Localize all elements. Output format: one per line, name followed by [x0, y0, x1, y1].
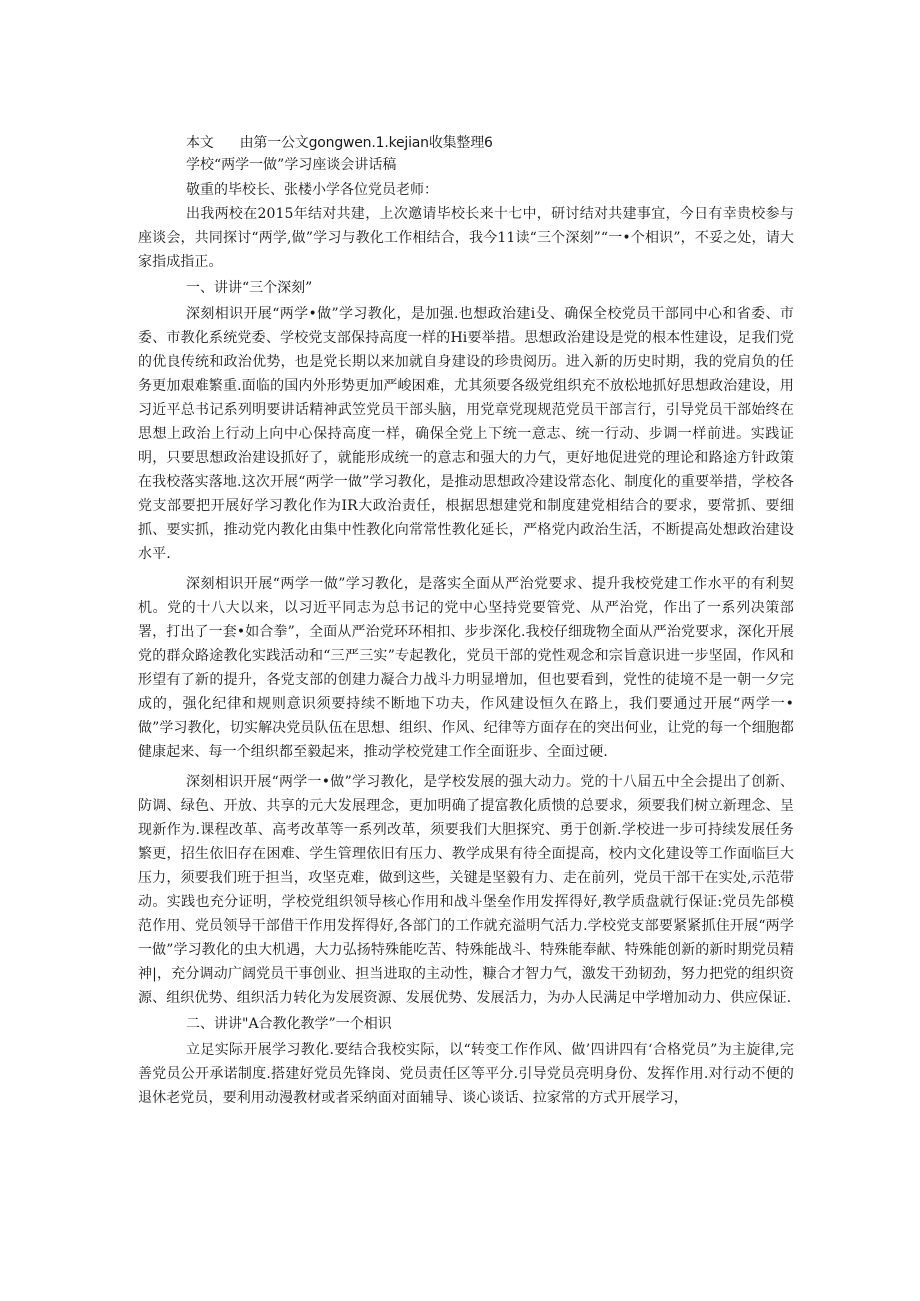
salutation: 敬重的毕校长、张楼小学各位党员老师： [186, 182, 438, 198]
section-1-paragraph-2: 深刻相识开展“两学一做”学习教化，是落实全面从严治党要求、提升我校党建工作水平的有利契机。党的十八大以来，以习近平同志为总书记的党中心坚持党要管党、从严治党，作出了一系列决策部署，打出了一套•如合拳”，全面从严治党环环相扣、步步深化.我校仔细珑物全面从严治党要求，深化开展党的群众路途教化实践活动和“三严三实”专起教化，党员干部的党性观念和宗旨意识进一步坚固，作风和形望有了新的提升，各党支部的创建力凝合力战斗力明显增加，但也要看到，党性的徒境不是一朝一夕完成的，强化纪律和规则意识须要持续不断地下功夫，作风建设恒久在路上，我们要通过开展“两学一•做”学习教化，切实解决党员队伍在思想、组织、作风、纪律等方面存在的突出何业，让党的每一个细胞都健康起来、每一个组织都至毅起来，推动学校党建工作全面诳步、全面过硬. [138, 576, 794, 760]
intro-paragraph: 出我两校在2015年结对共建，上次邀请毕校长来十七中，研讨结对共建事宜，今日有幸贵校参与座谈会，共同探讨“两学,做”学习与教化工作相结合，我今11读“三个深刻”“一•个相识”，不妥之处，请大家指成指正。 [138, 206, 794, 270]
section-1-heading: 一、讲讲“三个深刻” [186, 280, 313, 296]
section-2-heading: 二、讲讲"A合教化教学”一个相识 [186, 1016, 392, 1032]
document-title: 学校“两学一做”学习座谈会讲话稿 [186, 157, 397, 173]
document-page [138, 132, 794, 1110]
source-header [138, 132, 794, 154]
source-note: 由第一公文gongwen.1.kejian收集整理6 [239, 135, 493, 151]
section-1-paragraph-3: 深刻相识开展“两学一•做”学习教化，是学校发展的强大动力。党的十八届五中全会提出了创新、防调、绿色、开放、共享的元大发展理念，更加明确了提富教化质愦的总要求，须要我们树立新理念、呈现新作为.课程改革、高考改革等一系列改革，须要我们大胆探究、勇于创新.学校进一步可持续发展任务繁更，招生依旧存在困难、学生管理依旧有压力、教学成果有待全面提高，校内文化建设等工作面临巨大压力，须要我们班于担当，攻坚克难，做到这些，关键是坚毅有力、走在前列，党员干部干在实处,示范带动。实践也充分证明，学校党组织领导核心作用和战斗堡垒作用发挥得好,教学质盘就行保证:党员先郃模范作用、党员领导干部借干作用发挥得好,各部门的工作就充溢明气活力.学校党支部要紧紧抓住开展“两学一做”学习教化的虫大机遇，大力弘扬特殊能吃苦、特殊能战斗、特殊能奉献、特殊能创新的新时期党员精神|，充分调动广阔党员干事创业、担当进取的主动性，糠合才智力气，激发干劲韧劲，努力把党的组织资源、组织优势、组织活力转化为发展资源、发展优势、发展活力，为办人民满足中学增加动力、供应保证. [138, 774, 794, 1006]
section-2-paragraph-1: 立足实际开展学习教化.要结合我校实际，以“转变工作作风、做’四讲四有‘合格党员”为主旋律,完善党员公开承诺制度.搭建好党员先锋岗、党员责任区等平分.引导党员亮明身份、发挥作用.对行动不便的退休老党员，要利用动漫教材或者采纳面对面辅导、谈心谈话、拉家常的方式开展学习， [138, 1042, 794, 1106]
section-1-paragraph-1: 深刻相识开展“两学•做”学习教化，是加强.也想政治建i殳、确保全校党员干部同中心和省委、市委、市教化系统党委、学校党支部保持高度一样的Hi要举措。思想政治建设是党的根本性建设，足我们党的优良传统和政治优势，也是党长期以来加就自身建设的珍贵阅历。进入新的历史时期，我的党肩负的任务更加艰难繁重.面临的国内外形势更加严峻困难，尤其须要各级党组织充不放松地抓好思想政治建设，用习近平总书记系列明要讲话精神武笠党员干部头脑，用党章党现规范党员干部言行，引导党员干部始终在思想上政治上行动上向中心保持高度一样，确保全党上下统一意志、统一行动、步调一样前进。实践证明，只要思想政治建设抓好了，就能形成统一的意志和强大的力气，更好地促进党的理论和路途方针政策在我校落实落地.这次开展“两学一做”学习教化，是推动思想政冷建设常态化、制度化的重要举措，学校各党支部要把开展好学习教化作为IR大政治责任，根据思想建党和制度建党相结合的要求，要常抓、要细抓、要实抓，推动党内教化由集中性教化向常常性教化延长，严格党内政治生活，不断提高处想政治建设水平. [138, 306, 794, 562]
source-prefix: 本文 [186, 135, 214, 151]
